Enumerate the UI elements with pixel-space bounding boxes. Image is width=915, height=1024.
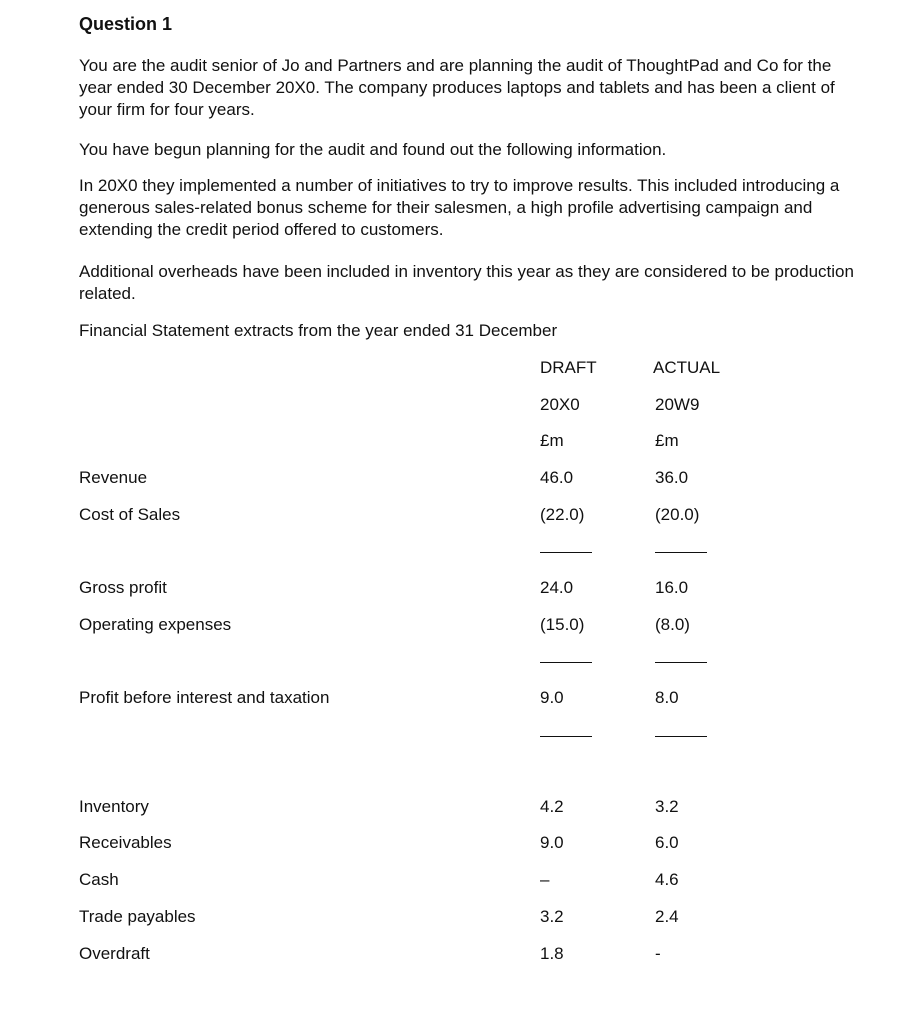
subtotal-rule-actual [655,662,707,663]
question-title: Question 1 [79,14,173,34]
subtotal-rule-draft [540,662,592,663]
row-value-inventory-actual: 3.2 [655,797,679,816]
row-label-profit-before-interest-and-taxation: Profit before interest and taxation [79,688,330,707]
subtotal-rule-draft [540,552,592,553]
total-rule-actual [655,736,707,737]
paragraph-intro: You are the audit senior of Jo and Partners and are planning the audit of ThoughtPad and Co for the year ended 30 December 20X0. The company produces laptops and tablets and has been a client of your firm for four years. [79,56,835,119]
row-value-pbit-draft: 9.0 [540,688,564,707]
actual-header-label: ACTUAL [653,358,721,377]
row-value-cost-of-sales-draft: (22.0) [540,505,585,524]
paragraph-planning: You have begun planning for the audit and found out the following information. [79,140,667,159]
row-value-operating-expenses-actual: (8.0) [655,615,690,634]
row-label-overdraft: Overdraft [79,944,150,963]
row-value-cash-draft: – [540,870,550,889]
draft-header-unit: £m [540,431,564,450]
subtotal-rule-actual [655,552,707,553]
row-label-cost-of-sales: Cost of Sales [79,505,181,524]
draft-header-year: 20X0 [540,395,580,414]
row-label-trade-payables: Trade payables [79,907,196,926]
actual-header-unit: £m [655,431,679,450]
paragraph-extracts-intro: Financial Statement extracts from the year ended 31 December [79,321,558,340]
row-value-gross-profit-draft: 24.0 [540,578,574,597]
total-rule-draft [540,736,592,737]
paragraph-overheads: Additional overheads have been included in inventory this year as they are considered to be production related. [79,262,854,303]
row-label-cash: Cash [79,870,119,889]
row-value-revenue-draft: 46.0 [540,468,574,487]
row-value-operating-expenses-draft: (15.0) [540,615,585,634]
row-value-pbit-actual: 8.0 [655,688,679,707]
draft-header-label: DRAFT [540,358,597,377]
row-value-revenue-actual: 36.0 [655,468,689,487]
row-value-receivables-actual: 6.0 [655,833,679,852]
row-value-cost-of-sales-actual: (20.0) [655,505,700,524]
row-label-revenue: Revenue [79,468,148,487]
row-label-gross-profit: Gross profit [79,578,167,597]
actual-header-year: 20W9 [655,395,700,414]
row-value-inventory-draft: 4.2 [540,797,564,816]
row-value-gross-profit-actual: 16.0 [655,578,689,597]
row-value-overdraft-actual: - [655,944,661,963]
row-value-cash-actual: 4.6 [655,870,679,889]
row-label-inventory: Inventory [79,797,149,816]
row-label-operating-expenses: Operating expenses [79,615,232,634]
row-value-overdraft-draft: 1.8 [540,944,564,963]
row-label-receivables: Receivables [79,833,172,852]
row-value-trade-payables-actual: 2.4 [655,907,679,926]
row-value-receivables-draft: 9.0 [540,833,564,852]
paragraph-initiatives: In 20X0 they implemented a number of initiatives to try to improve results. This included introducing a generous sales-related bonus scheme for their salesmen, a high profile advertising campaign and extending the credit period offered to customers. [79,176,840,239]
row-value-trade-payables-draft: 3.2 [540,907,564,926]
